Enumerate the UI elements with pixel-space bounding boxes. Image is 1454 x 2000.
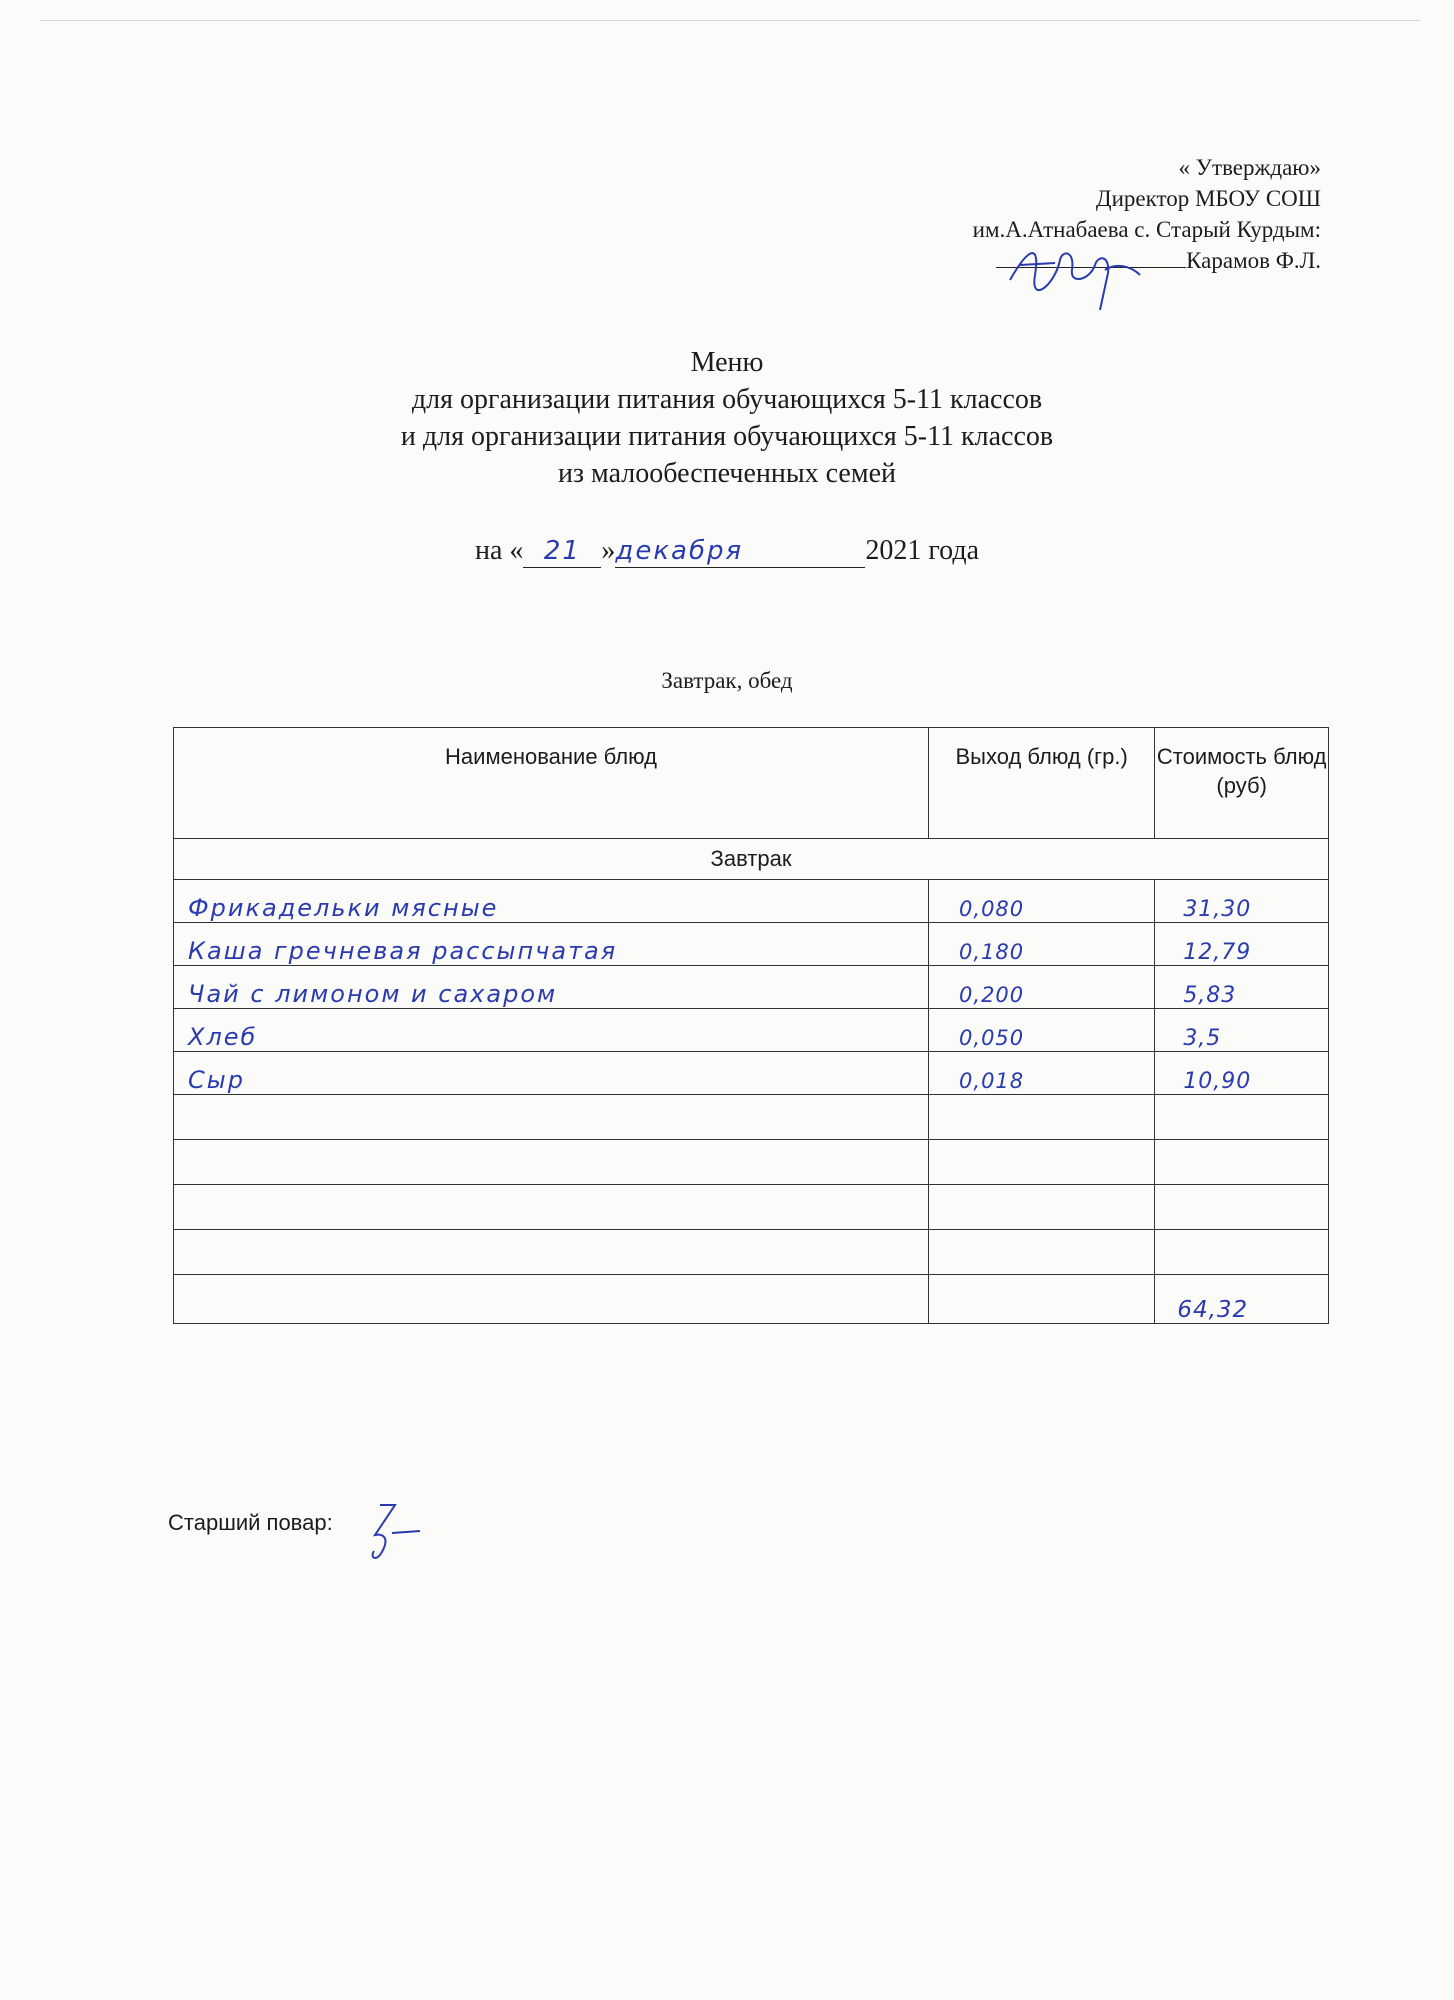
approval-name: Карамов Ф.Л. <box>1186 248 1321 273</box>
item-name: Каша гречневая рассыпчатая <box>188 937 618 965</box>
approval-position: Директор МБОУ СОШ <box>1095 186 1321 211</box>
empty-row <box>174 1185 1329 1230</box>
header-cost: Стоимость блюд (руб) <box>1155 728 1329 839</box>
date-day: 21 <box>543 536 581 566</box>
date-mid: » <box>601 535 616 566</box>
header-output: Выход блюд (гр.) <box>929 728 1155 839</box>
menu-date <box>0 535 1454 568</box>
item-cost: 12,79 <box>1183 940 1252 965</box>
total-row <box>174 1275 1329 1324</box>
document-title <box>0 344 1454 492</box>
item-output: 0,080 <box>959 897 1025 921</box>
date-year: 2021 года <box>865 535 980 566</box>
table-row <box>174 1052 1329 1095</box>
director-signature <box>1000 225 1150 315</box>
menu-table <box>173 727 1329 1324</box>
item-name: Сыр <box>188 1066 245 1094</box>
approval-school: им.А.Атнабаева с. Старый Курдым: <box>972 217 1321 242</box>
title-line-3: и для организации питания обучающихся 5-11 классов <box>400 421 1054 452</box>
item-output: 0,050 <box>959 1026 1025 1050</box>
item-output: 0,200 <box>959 983 1025 1007</box>
section-label: Завтрак <box>174 839 1329 880</box>
item-cost: 10,90 <box>1183 1069 1252 1094</box>
approval-title: « Утверждаю» <box>1178 155 1321 180</box>
total-cost: 64,32 <box>1177 1297 1249 1323</box>
title-line-4: из малообеспеченных семей <box>558 458 896 489</box>
item-output: 0,018 <box>959 1069 1025 1093</box>
table-header-row <box>174 728 1329 839</box>
item-output: 0,180 <box>959 940 1025 964</box>
date-month: декабря <box>615 536 744 566</box>
item-cost: 3,5 <box>1183 1026 1222 1051</box>
cook-label: Старший повар: <box>168 1510 333 1535</box>
scan-edge-line <box>40 20 1420 21</box>
cook-signature <box>360 1495 440 1565</box>
item-cost: 31,30 <box>1183 897 1252 922</box>
date-prefix: на « <box>474 535 524 566</box>
item-name: Чай с лимоном и сахаром <box>188 980 558 1008</box>
table-row <box>174 880 1329 923</box>
table-row <box>174 923 1329 966</box>
item-name: Хлеб <box>188 1023 258 1051</box>
table-row <box>174 966 1329 1009</box>
title-line-2: для организации питания обучающихся 5-11 классов <box>411 384 1043 415</box>
empty-row <box>174 1140 1329 1185</box>
empty-row <box>174 1095 1329 1140</box>
title-line-1: Меню <box>690 347 764 378</box>
item-name: Фрикадельки мясные <box>188 894 499 922</box>
date-day-field <box>523 535 601 568</box>
section-row <box>174 839 1329 880</box>
cook-signature-line <box>168 1510 333 1536</box>
date-month-field <box>615 535 865 568</box>
meal-heading: Завтрак, обед <box>661 668 793 693</box>
item-cost: 5,83 <box>1183 983 1237 1008</box>
header-name: Наименование блюд <box>174 728 929 839</box>
table-row <box>174 1009 1329 1052</box>
empty-row <box>174 1230 1329 1275</box>
